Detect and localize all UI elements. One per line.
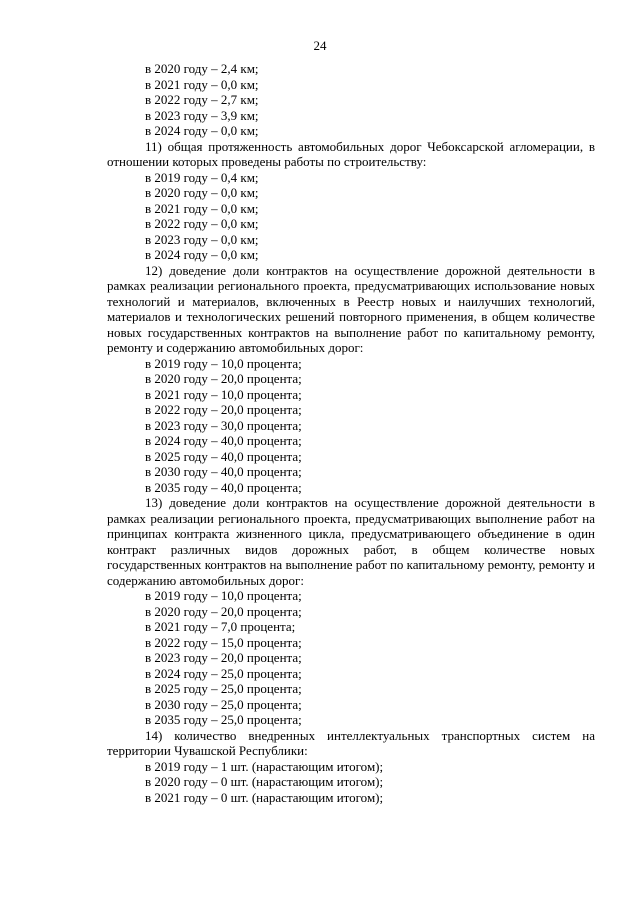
- list-item: в 2023 году – 30,0 процента;: [145, 417, 302, 433]
- list-item: в 2019 году – 0,4 км;: [145, 169, 259, 185]
- list-item: в 2020 году – 20,0 процента;: [145, 603, 302, 619]
- list-item: в 2019 году – 10,0 процента;: [145, 355, 302, 371]
- list-item: в 2020 году – 0,0 км;: [145, 185, 259, 200]
- list-item: в 2021 году – 0,0 км;: [145, 76, 259, 92]
- list-item: в 2021 году – 10,0 процента;: [145, 386, 302, 402]
- paragraph-item-13: 13) доведение доли контрактов на осуществление дорожной деятельности в рамках реализации регионального проекта, предусматривающих выполнение работ на принципах контракта жизненного цикла, предусматривающего объединение в один контракт различных видов дорожных работ, в общем количестве новых государственных контрактов на выполнение работ по капитальному ремонту, ремонту и содержанию автомобильных дорог:: [107, 495, 595, 588]
- paragraph-item-11: 11) общая протяженность автомобильных дорог Чебоксарской агломерации, в отношении которых проведены работы по строительству:: [107, 138, 595, 169]
- list-item: в 2022 году – 0,0 км;: [145, 216, 259, 231]
- list-item: в 2024 году – 0,0 км;: [145, 123, 259, 138]
- list-item: в 2022 году – 15,0 процента;: [145, 634, 302, 650]
- list-item: в 2022 году – 2,7 км;: [145, 92, 259, 107]
- document-body: [107, 61, 595, 805]
- list-item: в 2025 году – 25,0 процента;: [145, 681, 302, 696]
- list-item: в 2024 году – 40,0 процента;: [145, 433, 302, 448]
- list-item: в 2024 году – 0,0 км;: [145, 247, 259, 262]
- list-item: в 2020 году – 2,4 км;: [145, 61, 259, 76]
- list-item: в 2035 году – 25,0 процента;: [145, 712, 302, 727]
- list-item: в 2024 году – 25,0 процента;: [145, 665, 302, 681]
- list-item: в 2022 году – 20,0 процента;: [145, 402, 302, 417]
- list-item: в 2023 году – 0,0 км;: [145, 231, 259, 247]
- list-item: в 2030 году – 40,0 процента;: [145, 464, 302, 479]
- list-item: в 2019 году – 1 шт. (нарастающим итогом);: [145, 758, 384, 774]
- list-item: в 2021 году – 0,0 км;: [145, 200, 259, 216]
- list-item: в 2023 году – 20,0 процента;: [145, 650, 302, 665]
- list-item: в 2019 году – 10,0 процента;: [145, 588, 302, 603]
- paragraph-item-14: 14) количество внедренных интеллектуальных транспортных систем на территории Чувашской Республики:: [107, 727, 595, 758]
- list-item: в 2035 году – 40,0 процента;: [145, 479, 302, 495]
- list-item: в 2030 году – 25,0 процента;: [145, 696, 302, 712]
- list-item: в 2025 году – 40,0 процента;: [145, 448, 302, 464]
- list-item: в 2020 году – 20,0 процента;: [145, 371, 302, 386]
- list-item: в 2020 году – 0 шт. (нарастающим итогом);: [145, 774, 384, 789]
- list-item: в 2021 году – 7,0 процента;: [145, 619, 296, 634]
- paragraph-item-12: 12) доведение доли контрактов на осуществление дорожной деятельности в рамках реализации регионального проекта, предусматривающих использование новых технологий и материалов, включенных в Реестр новых и наилучших технологий, материалов и технологических решений повторного применения, в общем количестве новых государственных контрактов на выполнение работ по капитальному ремонту, ремонту и содержанию автомобильных дорог:: [107, 262, 595, 355]
- list-item: в 2021 году – 0 шт. (нарастающим итогом);: [145, 789, 384, 805]
- list-item: в 2023 году – 3,9 км;: [145, 107, 259, 123]
- page-number: 24: [313, 38, 327, 53]
